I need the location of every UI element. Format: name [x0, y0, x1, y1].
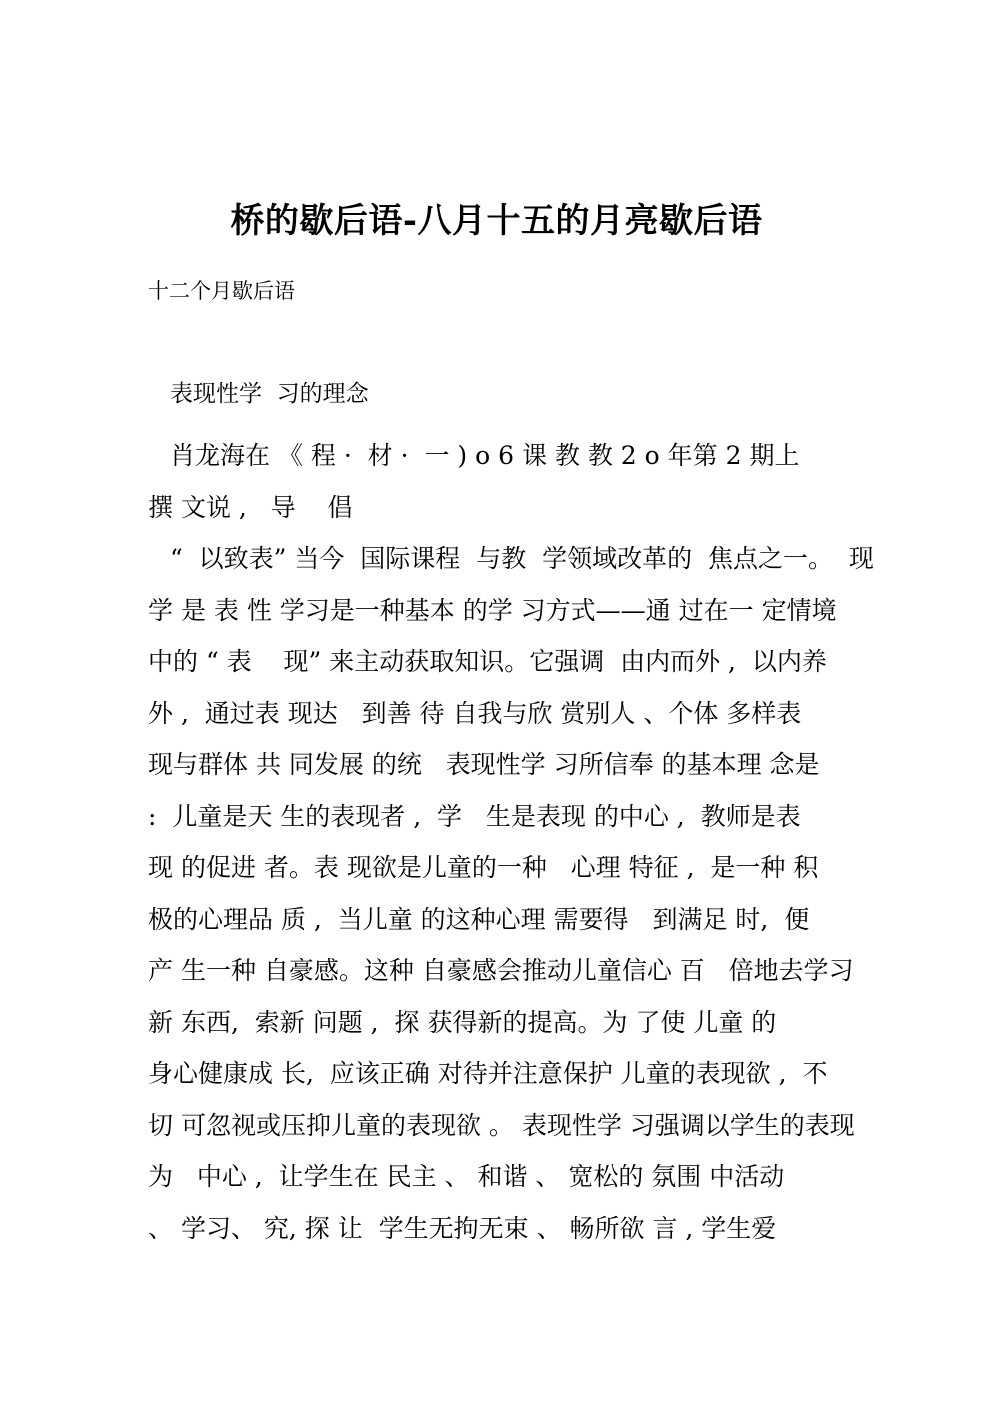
body-line: 身心健康成 长, 应该正确 对待并注意保护 儿童的表现欲 , 不: [148, 1059, 828, 1088]
body-line: 极的心理品 质 , 当儿童 的这种心理 需要得 到满足 时, 便: [148, 904, 810, 934]
page-title: 桥的歇后语-八月十五的月亮歇后语: [230, 200, 763, 241]
body-line: : 儿童是天 生的表现者 , 学 生是表现 的中心 , 教师是表: [148, 801, 801, 831]
body-text-block: [148, 430, 874, 1254]
body-line: 学 是 表 性 学习是一种基本 的学 习方式——通 过在一 定情境: [148, 595, 837, 625]
section-heading: 表现性学 习的理念: [170, 381, 369, 407]
body-line: 产 生一种 自豪感。这种 自豪感会推动儿童信心 百 倍地去学习: [148, 956, 854, 985]
body-line: 现 的促进 者。表 现欲是儿童的一种 心理 特征 , 是一种 积: [148, 853, 819, 882]
body-line: “ 以致表” 当今 国际课程 与教 学领域改革的 焦点之一。 现: [170, 544, 874, 573]
document-subtitle: 十二个月歇后语: [148, 279, 295, 303]
body-line: 撰 文说 , 导 倡: [148, 492, 353, 522]
body-line: 外 , 通过表 现达 到善 待 自我与欣 赏别人 、个体 多样表: [148, 698, 802, 728]
body-line: 为 中心 , 让学生在 民主 、 和谐 、 宽松的 氛围 中活动: [148, 1162, 785, 1191]
body-line: 肖龙海在 《 程 · 材 · 一 ) o 6 课 教 教 2 o 年第 2 期上: [170, 441, 800, 470]
body-line: 中的 “ 表 现” 来主动获取知识。它强调 由内而外 , 以内养: [148, 647, 827, 676]
body-line: 现与群体 共 同发展 的统 表现性学 习所信奉 的基本理 念是: [148, 750, 820, 779]
body-line: 、 学习、 究, 探 让 学生无拘无束 、 畅所欲 言 , 学生爱: [148, 1213, 777, 1243]
body-line: 新 东西, 索新 问题 , 探 获得新的提高。为 了使 儿童 的: [148, 1007, 777, 1037]
body-line: 切 可忽视或压抑儿童的表现欲 。 表现性学 习强调以学生的表现: [148, 1110, 855, 1140]
